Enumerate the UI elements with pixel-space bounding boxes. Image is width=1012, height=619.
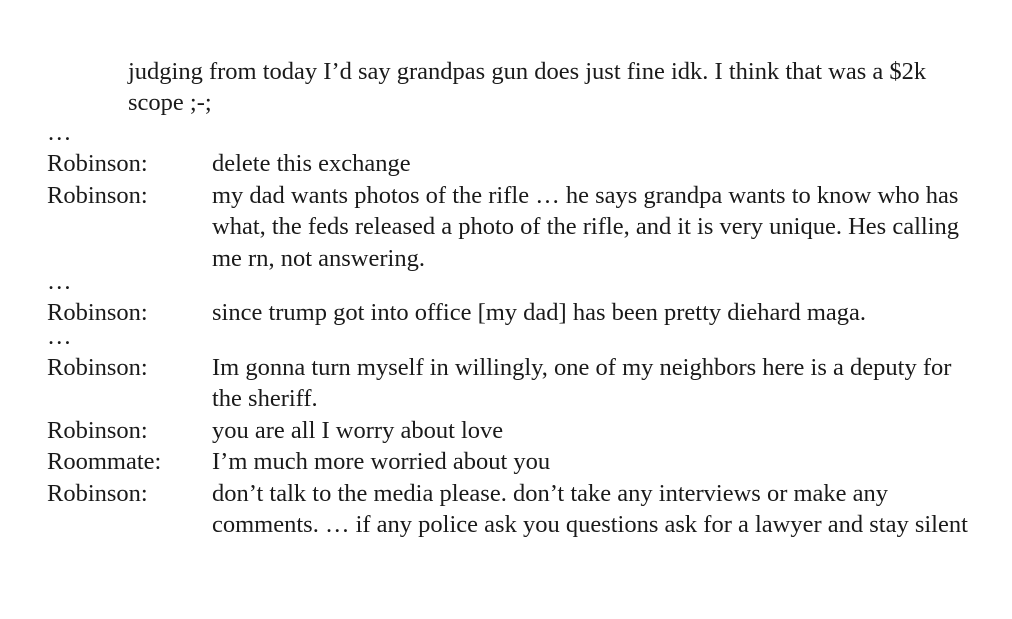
message-row <box>47 446 987 478</box>
message-text: since trump got into office [my dad] has been pretty diehard maga. <box>212 299 867 326</box>
omission-ellipsis: … <box>47 119 72 146</box>
message-text: delete this exchange <box>212 150 411 177</box>
speaker-label: Robinson: <box>47 150 148 177</box>
message-text: Im gonna turn myself in willingly, one of my neighbors here is a deputy for the sheriff. <box>212 353 952 412</box>
message-row <box>47 415 987 447</box>
message-row <box>47 180 987 275</box>
message-text: my dad wants photos of the rifle … he says grandpa wants to know who has what, the feds released a photo of the rifle, and it is very unique. Hes calling me rn, not answering. <box>212 181 960 272</box>
message-text: you are all I worry about love <box>212 416 504 444</box>
intro-message-text: judging from today I’d say grandpas gun does just fine idk. I think that was a $2k scope ;-; <box>128 58 927 116</box>
speaker-label: Robinson: <box>47 479 148 507</box>
message-text: don’t talk to the media please. don’t take any interviews or make any comments. … if any police ask you questions ask for a lawyer and stay silent <box>212 479 968 538</box>
omission-ellipsis: … <box>47 322 72 350</box>
speaker-label: Robinson: <box>47 181 148 209</box>
speaker-label: Roommate: <box>47 448 162 475</box>
message-row <box>47 148 987 180</box>
message-row <box>47 352 987 415</box>
speaker-label: Robinson: <box>47 353 148 381</box>
message-text: I’m much more worried about you <box>212 448 551 475</box>
speaker-label: Robinson: <box>47 299 148 326</box>
message-transcript <box>47 119 987 541</box>
message-row <box>47 478 987 541</box>
omission-ellipsis: … <box>47 268 72 295</box>
speaker-label: Robinson: <box>47 416 148 444</box>
